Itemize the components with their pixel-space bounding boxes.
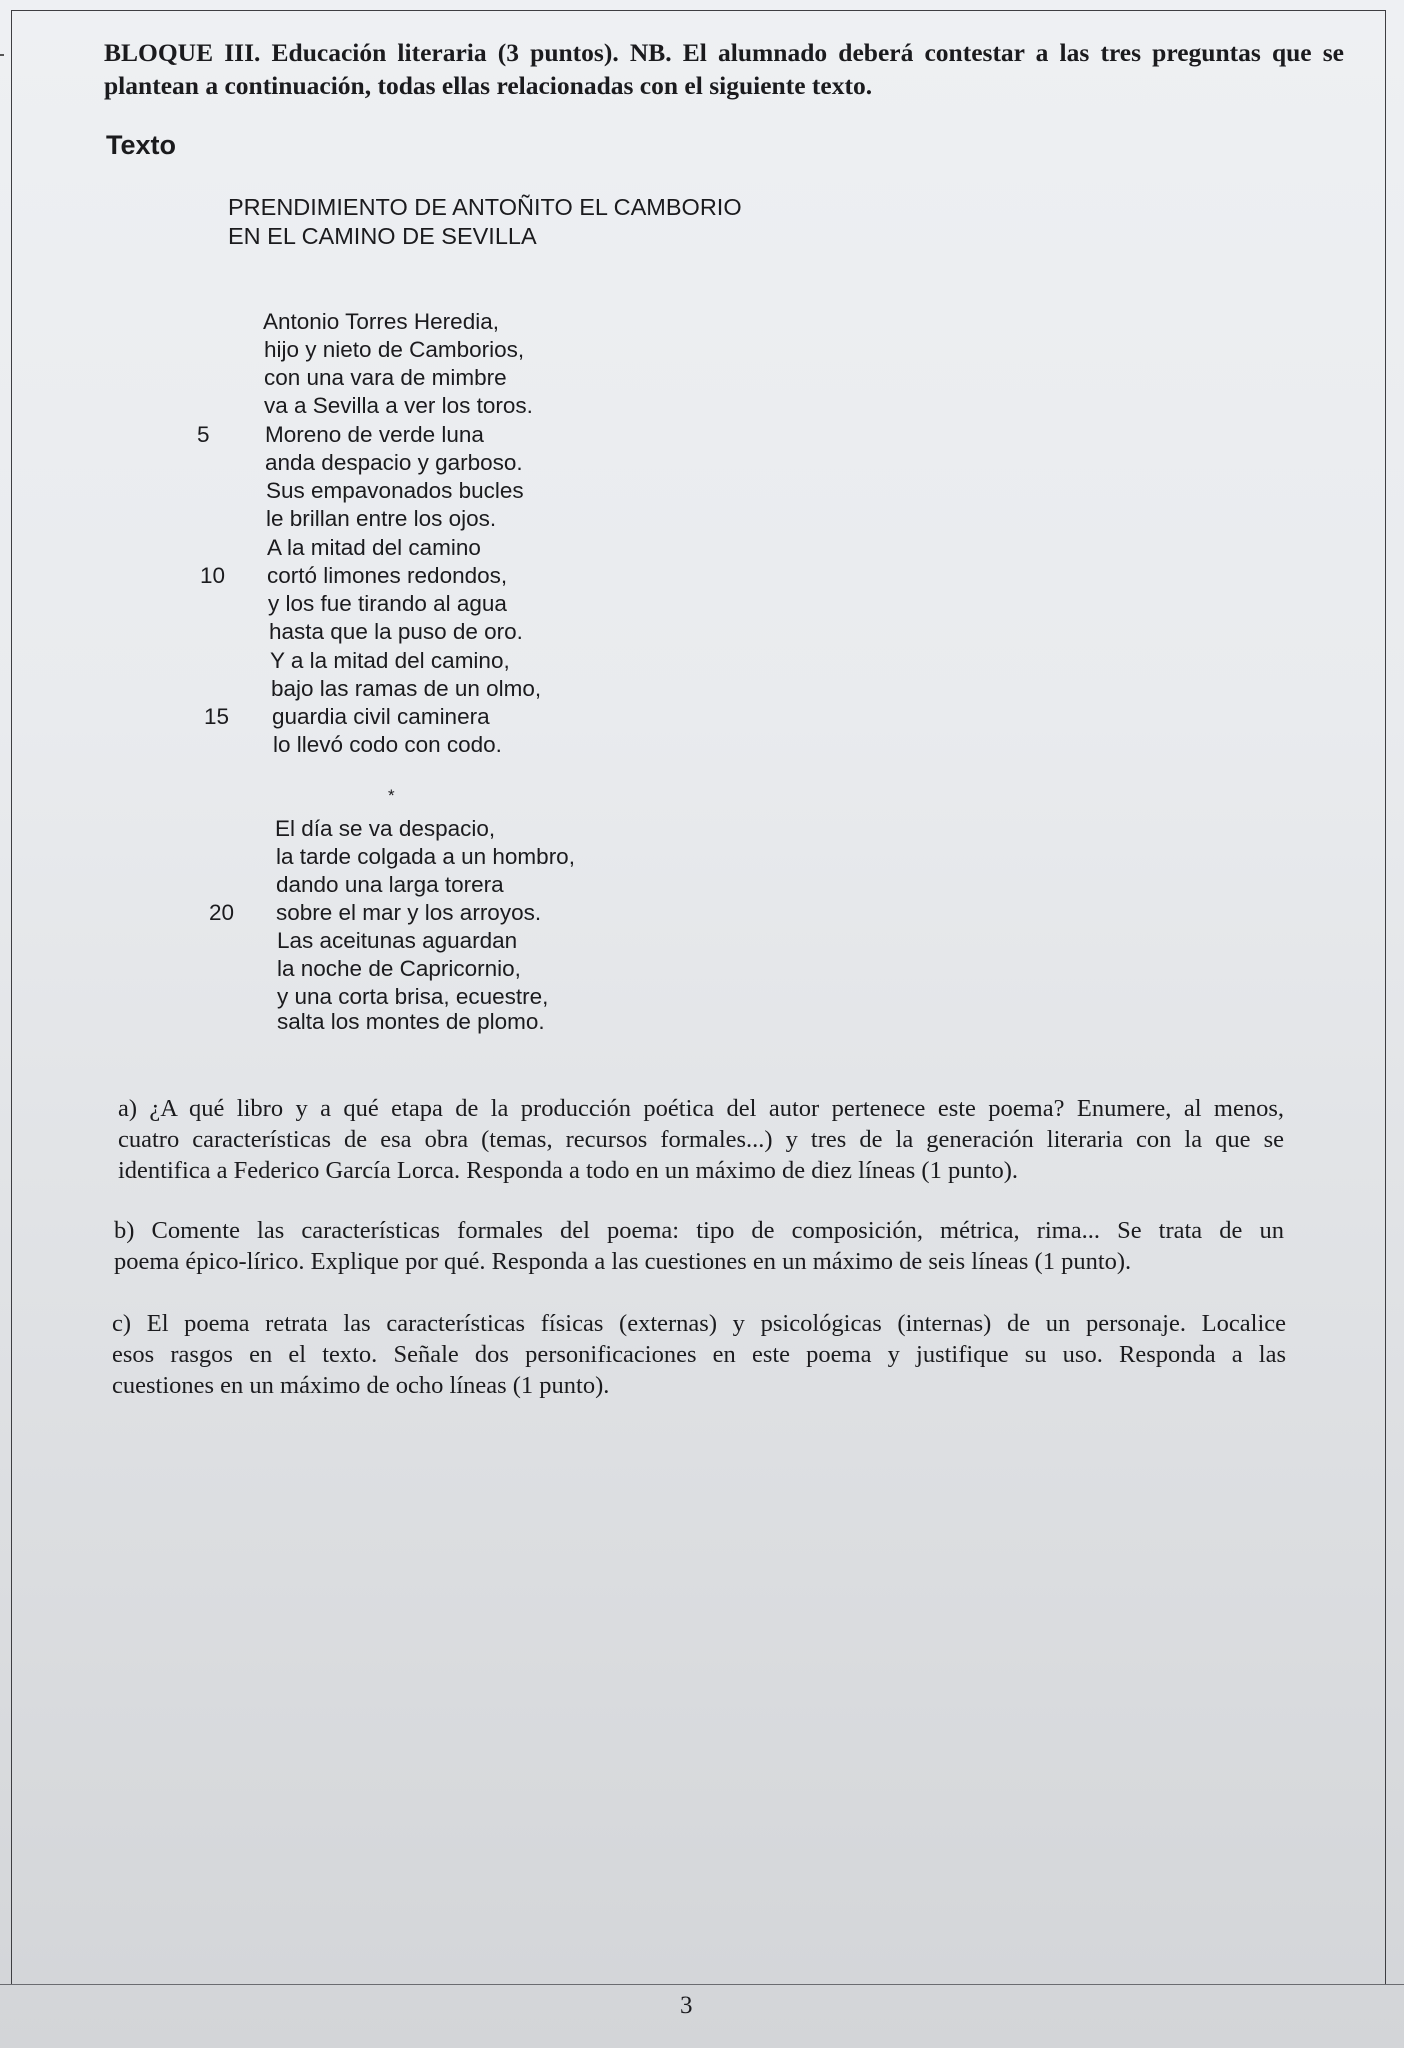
verse-5: Moreno de verde luna [265, 422, 484, 447]
verse-6: anda despacio y garboso. [265, 450, 523, 475]
verse-21: Las aceitunas aguardan [277, 928, 518, 953]
section-heading-line-1: BLOQUE III. Educación literaria (3 puntos). NB. El alumnado deberá contestar a las tres preguntas que se [104, 38, 1344, 67]
verse-12: hasta que la puso de oro. [269, 619, 523, 644]
verse-8: le brillan entre los ojos. [266, 506, 497, 531]
question-a [118, 1093, 1284, 1186]
verse-18: la tarde colgada a un hombro, [276, 844, 575, 869]
texto-label: Texto [106, 130, 177, 160]
verse-4: va a Sevilla a ver los toros. [264, 393, 533, 418]
question-a-line-2: cuatro características de esa obra (temas, recursos formales...) y tres de la generación literaria con la que se [118, 1126, 1284, 1153]
question-b-line-2: poema épico-lírico. Explique por qué. Responda a las cuestiones en un máximo de seis líneas (1 punto). [114, 1248, 1132, 1275]
stanza-separator: * [388, 786, 395, 805]
line-number-10: 10 [200, 563, 226, 588]
verse-15: guardia civil caminera [272, 704, 490, 729]
question-c-line-3: cuestiones en un máximo de ocho líneas (1 punto). [112, 1372, 610, 1399]
question-c-line-2: esos rasgos en el texto. Señale dos personificaciones en este poema y justifique su uso. Responda a las [112, 1341, 1286, 1368]
verse-14: bajo las ramas de un olmo, [271, 676, 542, 701]
verse-2: hijo y nieto de Camborios, [264, 337, 525, 362]
poem-title-line-1: PRENDIMIENTO DE ANTOÑITO EL CAMBORIO [228, 194, 742, 220]
verse-24: salta los montes de plomo. [277, 1009, 545, 1034]
poem-title-line-2: EN EL CAMINO DE SEVILLA [228, 223, 537, 249]
poem-title [228, 193, 742, 251]
verse-17: El día se va despacio, [275, 816, 496, 841]
verse-13: Y a la mitad del camino, [270, 648, 510, 673]
verse-22: la noche de Capricornio, [277, 956, 521, 981]
verse-20: sobre el mar y los arroyos. [276, 900, 542, 925]
verse-9: A la mitad del camino [267, 535, 481, 560]
question-a-line-3: identifica a Federico García Lorca. Responda a todo en un máximo de diez líneas (1 punto). [118, 1157, 1019, 1184]
question-c [112, 1308, 1286, 1401]
question-a-line-1: a) ¿A qué libro y a qué etapa de la producción poética del autor pertenece este poema? Enumere, al menos, [118, 1095, 1284, 1122]
verse-3: con una vara de mimbre [264, 365, 507, 390]
section-heading-line-2: plantean a continuación, todas ellas relacionadas con el siguiente texto. [104, 71, 873, 100]
page-frame [11, 10, 1386, 1985]
verse-11: y los fue tirando al agua [268, 591, 507, 616]
page-number: 3 [680, 1992, 693, 2019]
verse-16: lo llevó codo con codo. [273, 732, 502, 757]
question-b [114, 1215, 1284, 1277]
section-heading [104, 36, 1344, 102]
line-number-20: 20 [209, 900, 235, 925]
margin-mark [0, 54, 4, 56]
line-number-5: 5 [197, 422, 210, 447]
question-b-line-1: b) Comente las características formales del poema: tipo de composición, métrica, rima... Se trata de un [114, 1217, 1284, 1244]
verse-1: Antonio Torres Heredia, [263, 309, 499, 334]
verse-23: y una corta brisa, ecuestre, [277, 984, 549, 1009]
page-bottom-rule [0, 1984, 1404, 1985]
verse-19: dando una larga torera [276, 872, 504, 897]
line-number-15: 15 [204, 704, 230, 729]
verse-7: Sus empavonados bucles [266, 478, 524, 503]
question-c-line-1: c) El poema retrata las características físicas (externas) y psicológicas (internas) de un personaje. Localice [112, 1310, 1286, 1337]
verse-10: cortó limones redondos, [267, 563, 508, 588]
